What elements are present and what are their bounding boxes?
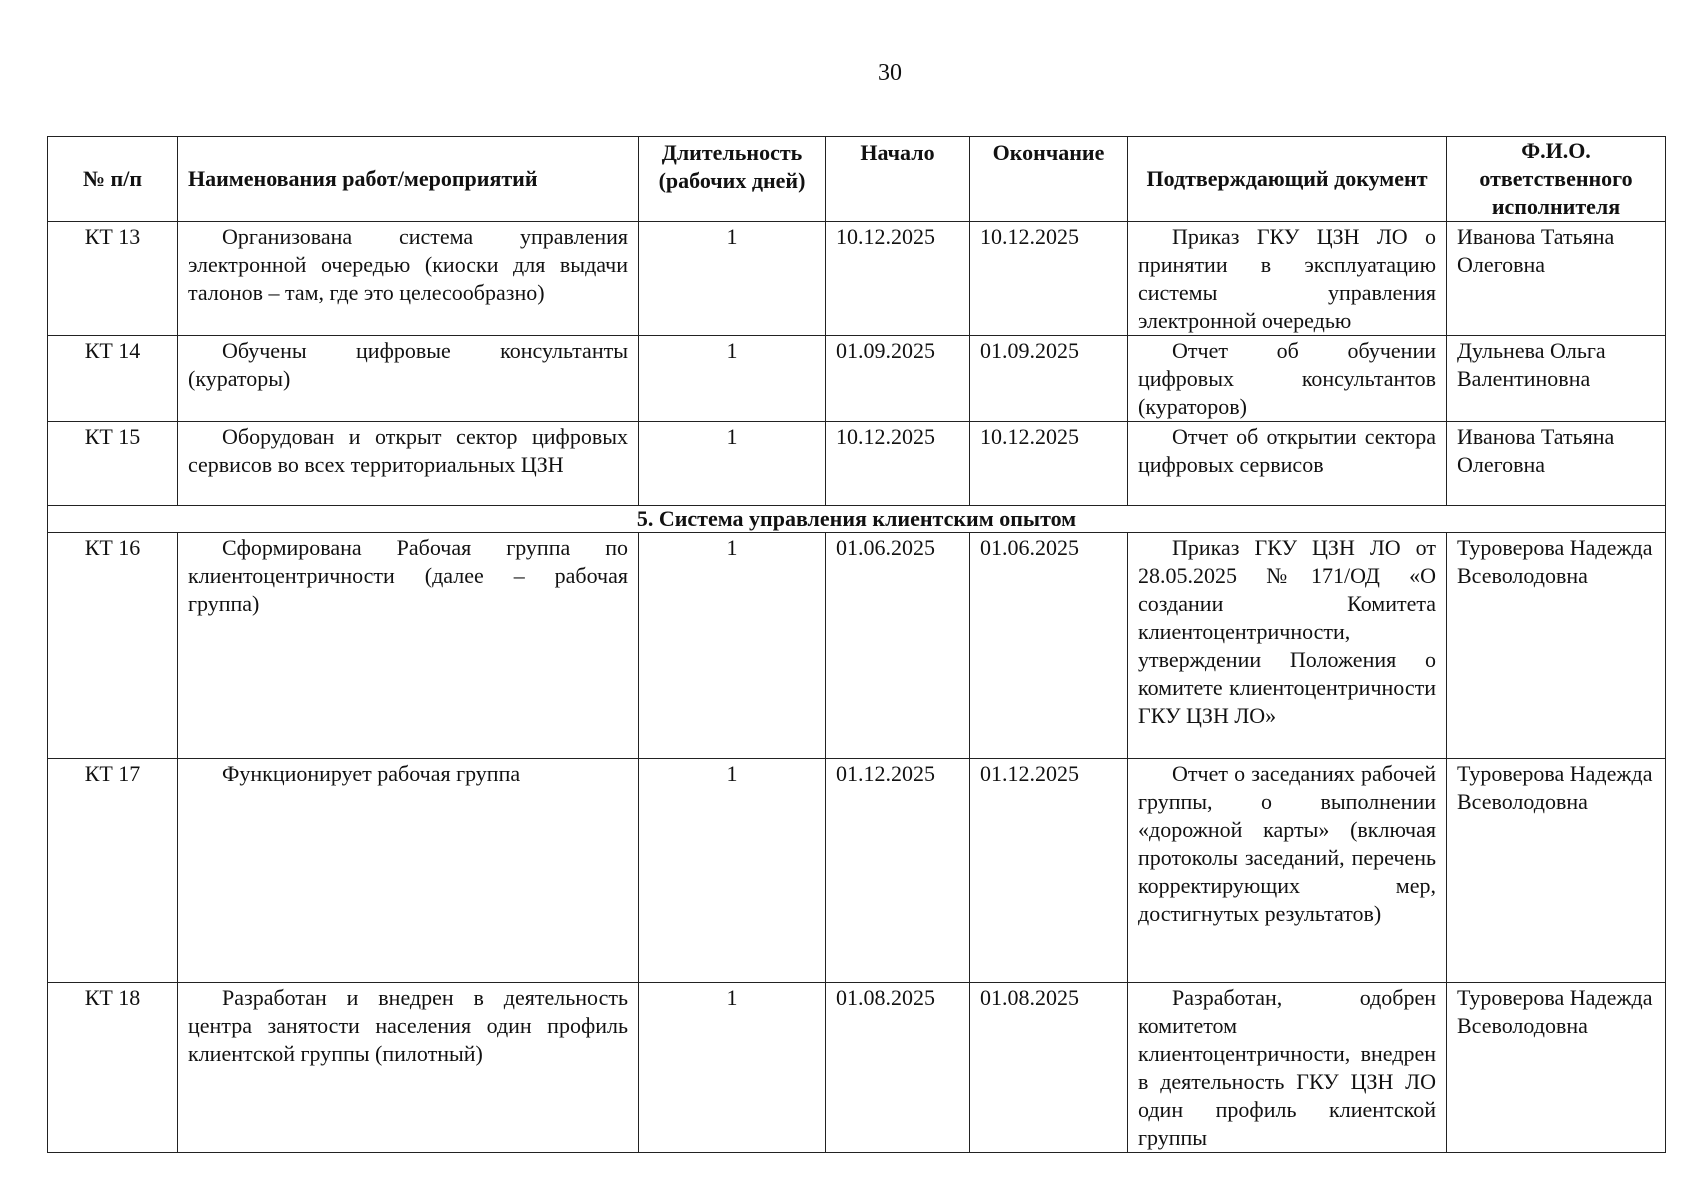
responsible-person: Иванова Татьяна Олеговна [1447,422,1666,506]
responsible-person: Туроверова Надежда Всеволодовна [1447,759,1666,983]
start-date: 01.12.2025 [826,759,970,983]
header-duration: Длительность (рабочих дней) [639,137,826,222]
table-row [48,336,1666,422]
header-num: № п/п [48,137,178,222]
work-name: Оборудован и открыт сектор цифровых сервисов во всех территориальных ЦЗН [178,422,639,506]
confirming-document: Приказ ГКУ ЦЗН ЛО от 28.05.2025 №171/ОД «О создании Комитета клиентоцентричности, утверждении Положения о комитете клиентоцентричности ГКУ ЦЗН ЛО» [1128,533,1447,759]
row-number: КТ 18 [48,983,178,1153]
header-end: Окончание [970,137,1128,222]
start-date: 01.08.2025 [826,983,970,1153]
duration-days: 1 [639,759,826,983]
table-row [48,983,1666,1153]
table-row [48,422,1666,506]
table-row [48,533,1666,759]
responsible-person: Иванова Татьяна Олеговна [1447,222,1666,336]
row-number: КТ 17 [48,759,178,983]
confirming-document: Отчет об открытии сектора цифровых сервисов [1128,422,1447,506]
responsible-person: Туроверова Надежда Всеволодовна [1447,533,1666,759]
duration-days: 1 [639,336,826,422]
table-row [48,222,1666,336]
header-start: Начало [826,137,970,222]
work-name: Обучены цифровые консультанты (кураторы) [178,336,639,422]
duration-days: 1 [639,983,826,1153]
confirming-document: Отчет о заседаниях рабочей группы, о выполнении «дорожной карты» (включая протоколы заседаний, перечень корректирующих мер, достигнутых результатов) [1128,759,1447,983]
work-plan-table [47,136,1666,1153]
end-date: 01.09.2025 [970,336,1128,422]
start-date: 10.12.2025 [826,422,970,506]
end-date: 10.12.2025 [970,422,1128,506]
page-number: 30 [878,60,902,86]
section-row [48,506,1666,533]
responsible-person: Туроверова Надежда Всеволодовна [1447,983,1666,1153]
work-name: Разработан и внедрен в деятельность центра занятости населения один профиль клиентской группы (пилотный) [178,983,639,1153]
header-row [48,137,1666,222]
header-document: Подтверждающий документ [1128,137,1447,222]
confirming-document: Отчет об обучении цифровых консультантов (кураторов) [1128,336,1447,422]
work-name: Функционирует рабочая группа [178,759,639,983]
duration-days: 1 [639,222,826,336]
end-date: 01.08.2025 [970,983,1128,1153]
row-number: КТ 14 [48,336,178,422]
header-name: Наименования работ/мероприятий [178,137,639,222]
confirming-document: Разработан, одобрен комитетом клиентоцентричности, внедрен в деятельность ГКУ ЦЗН ЛО один профиль клиентской группы [1128,983,1447,1153]
end-date: 10.12.2025 [970,222,1128,336]
duration-days: 1 [639,533,826,759]
table-row [48,759,1666,983]
header-responsible: Ф.И.О. ответственного исполнителя [1447,137,1666,222]
row-number: КТ 13 [48,222,178,336]
end-date: 01.12.2025 [970,759,1128,983]
duration-days: 1 [639,422,826,506]
start-date: 10.12.2025 [826,222,970,336]
end-date: 01.06.2025 [970,533,1128,759]
row-number: КТ 16 [48,533,178,759]
work-name: Организована система управления электронной очередью (киоски для выдачи талонов – там, где это целесообразно) [178,222,639,336]
work-name: Сформирована Рабочая группа по клиентоцентричности (далее – рабочая группа) [178,533,639,759]
start-date: 01.06.2025 [826,533,970,759]
section-title: 5. Система управления клиентским опытом [48,506,1666,533]
start-date: 01.09.2025 [826,336,970,422]
confirming-document: Приказ ГКУ ЦЗН ЛО о принятии в эксплуатацию системы управления электронной очередью [1128,222,1447,336]
responsible-person: Дульнева Ольга Валентиновна [1447,336,1666,422]
row-number: КТ 15 [48,422,178,506]
